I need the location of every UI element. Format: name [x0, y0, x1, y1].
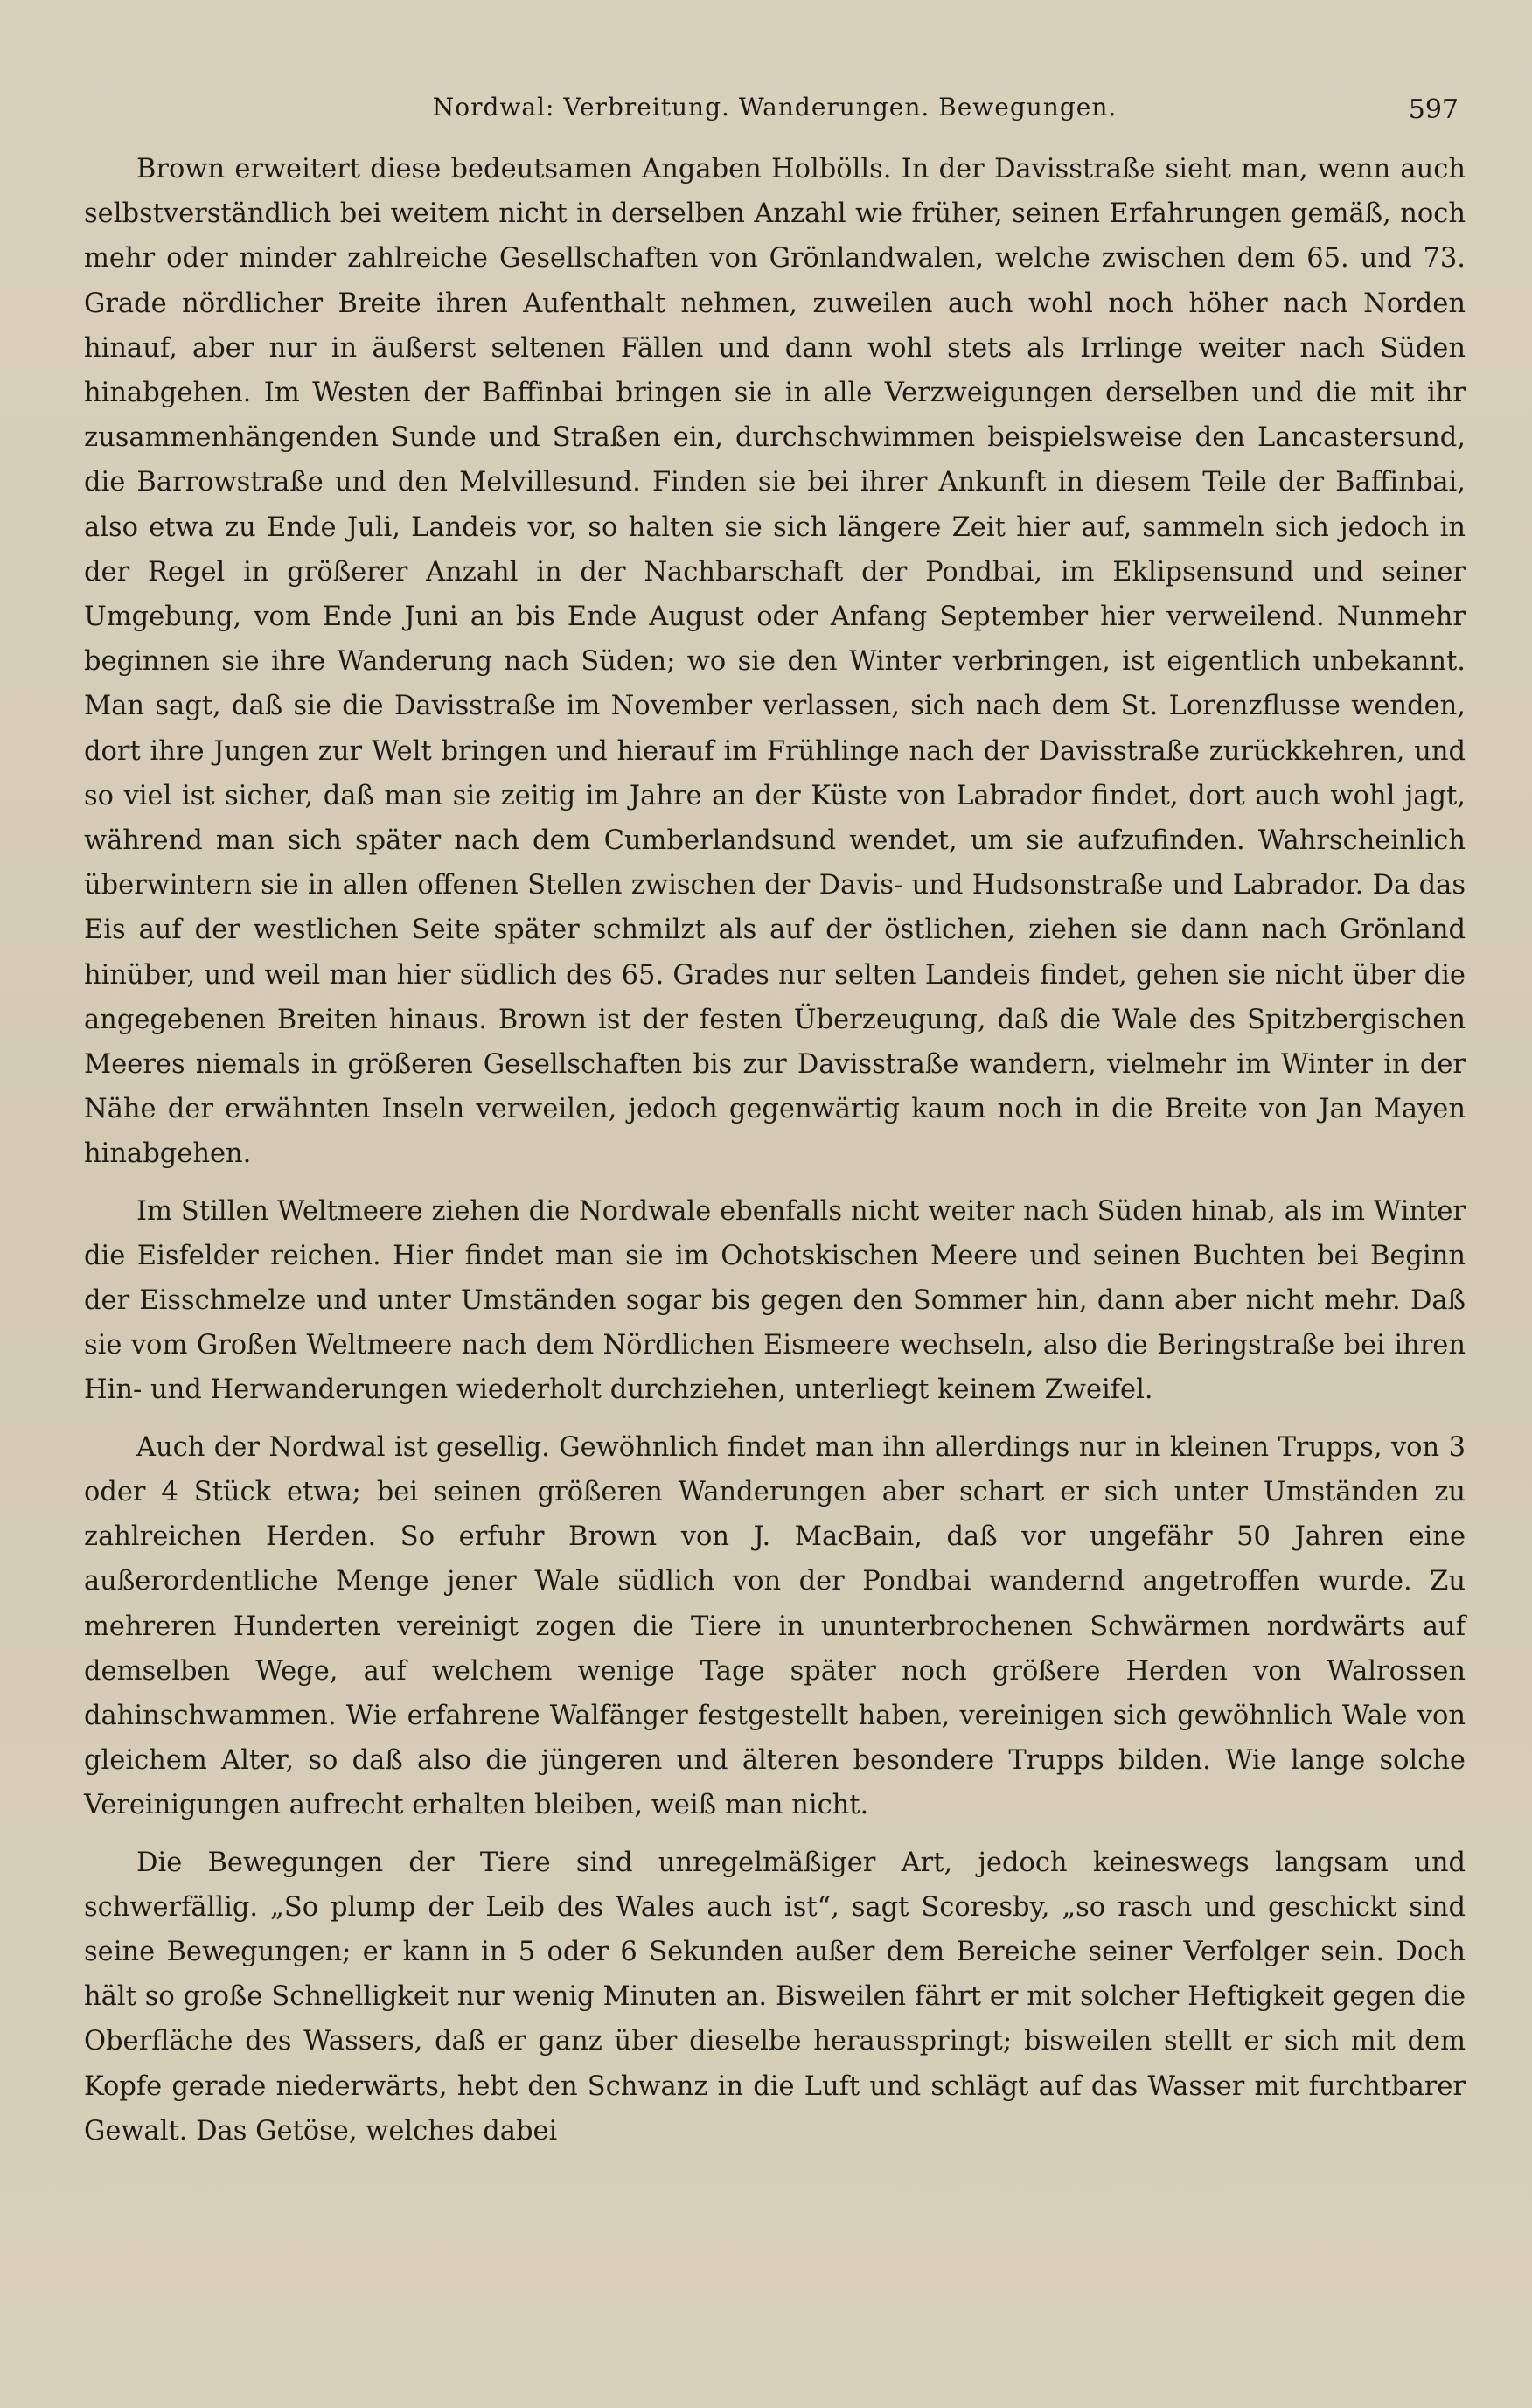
page-number: 597 — [1408, 94, 1459, 125]
paragraph: Brown erweitert diese bedeutsamen Angaben Holbölls. In der Davisstraße sieht man, wenn auch selbstverständlich bei weitem nicht in derselben Anzahl wie früher, seinen Erfahrungen gemäß, noch mehr oder minder zahlreiche Gesellschaften von Grönlandwalen, welche zwischen dem 65. und 73. Grade nördlicher Breite ihren Aufenthalt nehmen, zuweilen auch wohl noch höher nach Norden hinauf, aber nur in äußerst seltenen Fällen und dann wohl stets als Irrlinge weiter nach Süden hinabgehen. Im Westen der Baffinbai bringen sie in alle Verzweigungen derselben und die mit ihr zusammenhängenden Sunde und Straßen ein, durchschwimmen beispielsweise den Lancastersund, die Barrowstraße und den Melvillesund. Finden sie bei ihrer Ankunft in diesem Teile der Baffinbai, also etwa zu Ende Juli, Landeis vor, so halten sie sich längere Zeit hier auf, sammeln sich jedoch in der Regel in größerer Anzahl in der Nachbarschaft der Pondbai, im Eklipsensund und seiner Umgebung, vom Ende Juni an bis Ende August oder Anfang September hier verweilend. Nunmehr beginnen sie ihre Wanderung nach Süden; wo sie den Winter verbringen, ist eigentlich unbekannt. Man sagt, daß sie die Davisstraße im November verlassen, sich nach dem St. Lorenzflusse wenden, dort ihre Jungen zur Welt bringen und hierauf im Frühlinge nach der Davisstraße zurückkehren, und so viel ist sicher, daß man sie zeitig im Jahre an der Küste von Labrador findet, dort auch wohl jagt, während man sich später nach dem Cumberlandsund wendet, um sie aufzufinden. Wahrscheinlich überwintern sie in allen offenen Stellen zwischen der Davis- und Hudsonstraße und Labrador. Da das Eis auf der westlichen Seite später schmilzt als auf der östlichen, ziehen sie dann nach Grönland hinüber, und weil man hier südlich des 65. Grades nur selten Landeis findet, gehen sie nicht über die angegebenen Breiten hinaus. Brown ist der festen Überzeugung, daß die Wale des Spitzbergischen Meeres niemals in größeren Gesellschaften bis zur Davisstraße wandern, vielmehr im Winter in der Nähe der erwähnten Inseln verweilen, jedoch gegenwärtig kaum noch in die Breite von Jan Mayen hinabgehen. — [84, 154, 1466, 1170]
page-header — [84, 86, 1466, 129]
paragraph: Die Bewegungen der Tiere sind unregelmäßiger Art, jedoch keineswegs langsam und schwerfällig. „So plump der Leib des Wales auch ist“, sagt Scoresby, „so rasch und geschickt sind seine Bewegungen; er kann in 5 oder 6 Sekunden außer dem Bereiche seiner Verfolger sein. Doch hält so große Schnelligkeit nur wenig Minuten an. Bisweilen fährt er mit solcher Heftigkeit gegen die Oberfläche des Wassers, daß er ganz über dieselbe herausspringt; bisweilen stellt er sich mit dem Kopfe gerade niederwärts, hebt den Schwanz in die Luft und schlägt auf das Wasser mit furchtbarer Gewalt. Das Getöse, welches dabei — [84, 1847, 1466, 2147]
running-head: Nordwal: Verbreitung. Wanderungen. Bewegungen. — [432, 93, 1118, 122]
paragraph: Auch der Nordwal ist gesellig. Gewöhnlich findet man ihn allerdings nur in kleinen Trupps, von 3 oder 4 Stück etwa; bei seinen größeren Wanderungen aber schart er sich unter Umständen zu zahlreichen Herden. So erfuhr Brown von J. MacBain, daß vor ungefähr 50 Jahren eine außerordentliche Menge jener Wale südlich von der Pondbai wandernd angetroffen wurde. Zu mehreren Hunderten vereinigt zogen die Tiere in ununterbrochenen Schwärmen nordwärts auf demselben Wege, auf welchem wenige Tage später noch größere Herden von Walrossen dahinschwammen. Wie erfahrene Walfänger festgestellt haben, vereinigen sich gewöhnlich Wale von gleichem Alter, so daß also die jüngeren und älteren besondere Trupps bilden. Wie lange solche Vereinigungen aufrecht erhalten bleiben, weiß man nicht. — [84, 1431, 1466, 1821]
body-text — [84, 147, 1466, 2166]
paragraph: Im Stillen Weltmeere ziehen die Nordwale ebenfalls nicht weiter nach Süden hinab, als im Winter die Eisfelder reichen. Hier findet man sie im Ochotskischen Meere und seinen Buchten bei Beginn der Eisschmelze und unter Umständen sogar bis gegen den Sommer hin, dann aber nicht mehr. Daß sie vom Großen Weltmeere nach dem Nördlichen Eismeere wechseln, also die Beringstraße bei ihren Hin- und Herwanderungen wiederholt durchziehen, unterliegt keinem Zweifel. — [84, 1195, 1466, 1406]
